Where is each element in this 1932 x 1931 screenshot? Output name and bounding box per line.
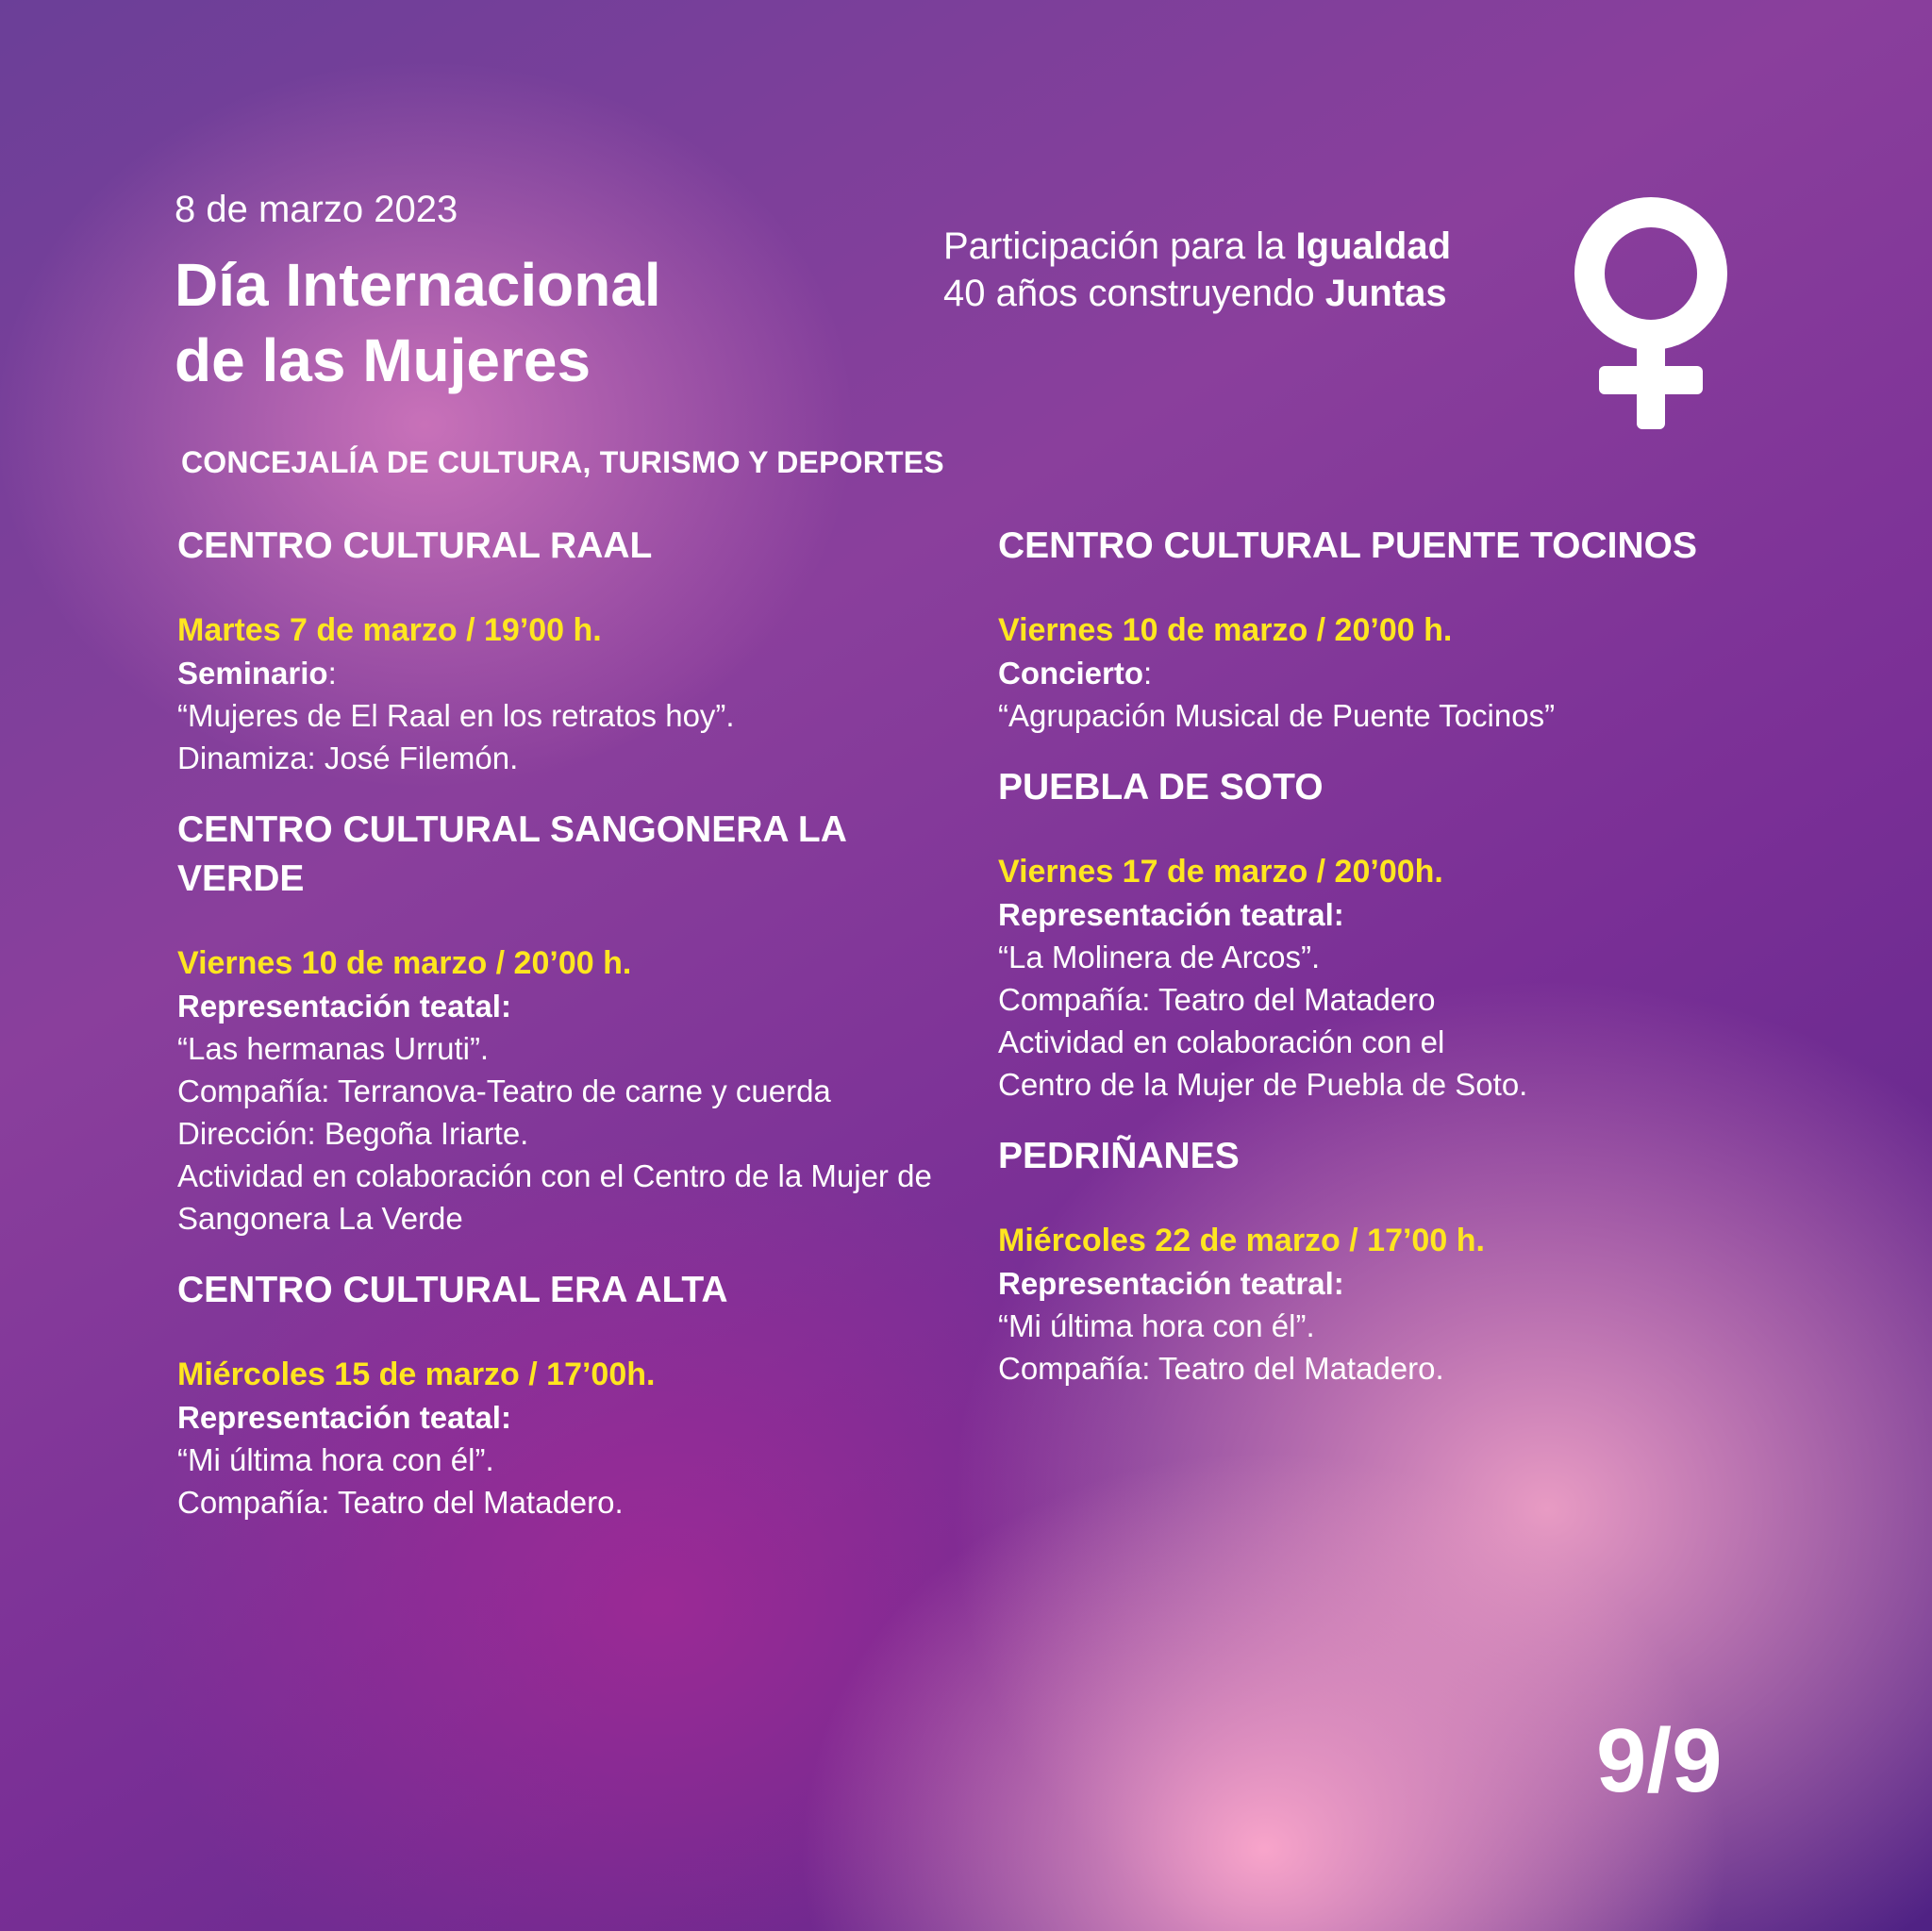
event-line: Dirección: Begoña Iriarte. [177, 1116, 529, 1151]
title-line-2: de las Mujeres [175, 326, 591, 394]
event-datetime: Viernes 10 de marzo / 20’00 h. [177, 945, 632, 981]
event-type-label: Concierto [998, 656, 1144, 691]
slogan [943, 223, 1451, 317]
event-date: 8 de marzo 2023 [175, 189, 458, 230]
venue-title: CENTRO CULTURAL PUENTE TOCINOS [998, 525, 1698, 566]
page-number: 9/9 [1596, 1710, 1723, 1811]
event-details [177, 941, 951, 1240]
event-line: “Mi última hora con él”. [998, 1308, 1315, 1343]
event-line: Compañía: Teatro del Matadero. [998, 1351, 1444, 1386]
event-line: “Mi última hora con él”. [177, 1442, 494, 1477]
event-type-colon: : [1143, 656, 1153, 691]
event-datetime: Viernes 17 de marzo / 20’00h. [998, 854, 1443, 890]
venus-symbol-icon [1571, 193, 1731, 429]
department-heading: CONCEJALÍA DE CULTURA, TURISMO Y DEPORTES [181, 445, 944, 479]
event-line: “Las hermanas Urruti”. [177, 1031, 490, 1066]
slogan-1-bold: Igualdad [1295, 225, 1451, 267]
event-line: “La Molinera de Arcos”. [998, 940, 1321, 974]
event-details [998, 1219, 1847, 1390]
event-details [998, 608, 1847, 737]
event-details [177, 608, 951, 779]
event-type [177, 1396, 951, 1439]
venue-title: CENTRO CULTURAL SANGONERA LA VERDE [177, 809, 846, 899]
event-block [998, 522, 1847, 737]
event-type-label: Representación teatal: [177, 989, 511, 1024]
event-block [177, 522, 951, 779]
event-line: Compañía: Teatro del Matadero. [177, 1485, 624, 1520]
event-block [998, 1132, 1847, 1390]
event-block [177, 806, 951, 1240]
slogan-line-2 [943, 270, 1451, 317]
slogan-2-bold: Juntas [1324, 273, 1447, 314]
slogan-line-1 [943, 223, 1451, 270]
page-title [175, 247, 661, 398]
event-type [998, 893, 1847, 936]
event-type [177, 652, 951, 694]
event-type-label: Representación teatral: [998, 897, 1344, 932]
event-block [998, 763, 1847, 1106]
event-details [177, 1353, 951, 1523]
event-type-label: Seminario [177, 656, 328, 691]
event-line: Centro de la Mujer de Puebla de Soto. [998, 1067, 1528, 1102]
left-column [177, 522, 951, 1550]
slogan-1-text: Participación para la [943, 225, 1296, 267]
venue-title: CENTRO CULTURAL RAAL [177, 525, 653, 566]
event-datetime: Viernes 10 de marzo / 20’00 h. [998, 612, 1453, 648]
event-type-label: Representación teatral: [998, 1266, 1344, 1301]
event-datetime: Miércoles 15 de marzo / 17’00h. [177, 1357, 656, 1392]
event-type [177, 985, 951, 1027]
event-type-label: Representación teatal: [177, 1400, 511, 1435]
event-line: Actividad en colaboración con el Centro de la Mujer de Sangonera La Verde [177, 1158, 932, 1236]
event-type-colon: : [327, 656, 337, 691]
event-line: “Agrupación Musical de Puente Tocinos” [998, 698, 1556, 733]
event-line: Compañía: Terranova-Teatro de carne y cuerda [177, 1074, 831, 1108]
event-line: Compañía: Teatro del Matadero [998, 982, 1436, 1017]
event-datetime: Miércoles 22 de marzo / 17’00 h. [998, 1223, 1485, 1258]
event-line: Actividad en colaboración con el [998, 1024, 1445, 1059]
event-details [998, 850, 1847, 1106]
event-type [998, 1262, 1847, 1305]
event-line: Dinamiza: José Filemón. [177, 741, 519, 775]
event-type [998, 652, 1847, 694]
event-datetime: Martes 7 de marzo / 19’00 h. [177, 612, 602, 648]
venue-title: PEDRIÑANES [998, 1136, 1240, 1176]
venue-title: CENTRO CULTURAL ERA ALTA [177, 1270, 728, 1310]
title-line-1: Día Internacional [175, 251, 661, 319]
right-column [998, 522, 1847, 1416]
event-block [177, 1266, 951, 1523]
venue-title: PUEBLA DE SOTO [998, 767, 1324, 807]
event-line: “Mujeres de El Raal en los retratos hoy”. [177, 698, 735, 733]
slogan-2-text: 40 años construyendo [943, 273, 1325, 314]
